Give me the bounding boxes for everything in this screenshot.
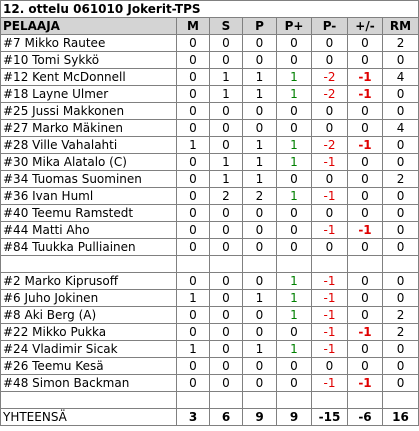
player-row-plus-minus: -1 [348, 222, 383, 239]
player-row [1, 205, 419, 222]
player-row-plus: 0 [277, 358, 312, 375]
player-row-penalty-minutes: 0 [383, 86, 419, 103]
player-row-plus: 1 [277, 154, 312, 171]
pre-total-spacer-row-cell [243, 392, 277, 409]
player-row-minus: -2 [312, 69, 348, 86]
player-row-penalty-minutes: 0 [383, 154, 419, 171]
player-row-minus: 0 [312, 171, 348, 188]
totals-row-player-name: YHTEENSÄ [1, 409, 177, 426]
pre-total-spacer-row [1, 392, 419, 409]
player-row-minus: 0 [312, 35, 348, 52]
player-row [1, 239, 419, 256]
player-row-plus: 0 [277, 103, 312, 120]
player-row-assists: 0 [210, 103, 243, 120]
player-row-points: 1 [243, 69, 277, 86]
player-row-assists: 1 [210, 171, 243, 188]
player-row-plus-minus: -1 [348, 375, 383, 392]
player-row-plus-minus: 0 [348, 358, 383, 375]
player-row [1, 171, 419, 188]
header-goals: M [177, 18, 210, 35]
player-row-assists: 0 [210, 358, 243, 375]
player-row-player-name: #18 Layne Ulmer [1, 86, 177, 103]
player-row-plus-minus: 0 [348, 273, 383, 290]
player-row-goals: 0 [177, 52, 210, 69]
player-row-assists: 0 [210, 307, 243, 324]
player-row-plus: 0 [277, 35, 312, 52]
player-row-points: 0 [243, 35, 277, 52]
player-row-points: 1 [243, 86, 277, 103]
player-row [1, 273, 419, 290]
player-row-goals: 0 [177, 35, 210, 52]
player-row-player-name: #24 Vladimir Sicak [1, 341, 177, 358]
player-row-plus: 1 [277, 341, 312, 358]
player-row-points: 1 [243, 290, 277, 307]
player-row-penalty-minutes: 0 [383, 222, 419, 239]
player-row-points: 0 [243, 239, 277, 256]
player-row-plus: 0 [277, 239, 312, 256]
player-row-player-name: #36 Ivan Huml [1, 188, 177, 205]
player-row-goals: 1 [177, 137, 210, 154]
player-row-plus: 0 [277, 52, 312, 69]
player-row-assists: 1 [210, 69, 243, 86]
player-row [1, 188, 419, 205]
player-row-penalty-minutes: 2 [383, 171, 419, 188]
player-row-plus-minus: 0 [348, 120, 383, 137]
player-row-points: 1 [243, 341, 277, 358]
player-row-minus: -1 [312, 222, 348, 239]
player-row-goals: 0 [177, 239, 210, 256]
player-row-assists: 0 [210, 222, 243, 239]
player-row-plus: 0 [277, 375, 312, 392]
player-row-goals: 1 [177, 290, 210, 307]
player-row-plus-minus: 0 [348, 307, 383, 324]
player-row-points: 2 [243, 188, 277, 205]
player-row-assists: 1 [210, 86, 243, 103]
player-row-goals: 0 [177, 188, 210, 205]
player-row-goals: 0 [177, 324, 210, 341]
group-spacer-row-cell [383, 256, 419, 273]
group-spacer-row [1, 256, 419, 273]
player-row-assists: 0 [210, 137, 243, 154]
player-row-points: 0 [243, 375, 277, 392]
pre-total-spacer-row-cell [277, 392, 312, 409]
totals-row-plus: 9 [277, 409, 312, 426]
player-row-plus-minus: 0 [348, 290, 383, 307]
totals-row-assists: 6 [210, 409, 243, 426]
player-row-player-name: #84 Tuukka Pulliainen [1, 239, 177, 256]
player-row-minus: 0 [312, 52, 348, 69]
player-row-plus-minus: 0 [348, 103, 383, 120]
header-player: PELAAJA [1, 18, 177, 35]
totals-row-points: 9 [243, 409, 277, 426]
player-row-plus-minus: 0 [348, 341, 383, 358]
player-row-player-name: #27 Marko Mäkinen [1, 120, 177, 137]
player-row-goals: 0 [177, 358, 210, 375]
player-row-goals: 0 [177, 375, 210, 392]
pre-total-spacer-row-cell [312, 392, 348, 409]
player-row-penalty-minutes: 2 [383, 324, 419, 341]
player-row-plus: 0 [277, 171, 312, 188]
player-row-assists: 0 [210, 375, 243, 392]
player-row-plus: 1 [277, 188, 312, 205]
player-row-plus: 1 [277, 273, 312, 290]
player-row-penalty-minutes: 0 [383, 341, 419, 358]
player-row-minus: 0 [312, 239, 348, 256]
player-row-plus: 1 [277, 137, 312, 154]
player-row [1, 52, 419, 69]
player-row-assists: 0 [210, 205, 243, 222]
player-row-player-name: #40 Teemu Ramstedt [1, 205, 177, 222]
player-row-penalty-minutes: 4 [383, 120, 419, 137]
player-row [1, 375, 419, 392]
pre-total-spacer-row-cell [1, 392, 177, 409]
header-penalty-minutes: RM [383, 18, 419, 35]
player-row-minus: -1 [312, 324, 348, 341]
header-points: P [243, 18, 277, 35]
player-row-penalty-minutes: 2 [383, 307, 419, 324]
player-row-plus-minus: -1 [348, 69, 383, 86]
player-row-plus: 1 [277, 307, 312, 324]
player-row-minus: -1 [312, 154, 348, 171]
player-row-plus-minus: 0 [348, 188, 383, 205]
player-row-assists: 0 [210, 35, 243, 52]
player-row-points: 0 [243, 273, 277, 290]
player-row-goals: 0 [177, 154, 210, 171]
player-row-penalty-minutes: 2 [383, 35, 419, 52]
player-row-minus: -1 [312, 290, 348, 307]
player-row-plus-minus: -1 [348, 137, 383, 154]
player-row-player-name: #7 Mikko Rautee [1, 35, 177, 52]
pre-total-spacer-row-cell [210, 392, 243, 409]
player-row-assists: 0 [210, 290, 243, 307]
player-row-plus: 1 [277, 86, 312, 103]
player-row-minus: -1 [312, 341, 348, 358]
pre-total-spacer-row-cell [383, 392, 419, 409]
player-row-assists: 2 [210, 188, 243, 205]
player-row-goals: 0 [177, 205, 210, 222]
player-row [1, 324, 419, 341]
group-spacer-row-cell [177, 256, 210, 273]
player-row-points: 1 [243, 154, 277, 171]
player-row-player-name: #30 Mika Alatalo (C) [1, 154, 177, 171]
player-row-player-name: #6 Juho Jokinen [1, 290, 177, 307]
player-row [1, 307, 419, 324]
group-spacer-row-cell [1, 256, 177, 273]
player-row-minus: 0 [312, 120, 348, 137]
group-spacer-row-cell [243, 256, 277, 273]
group-spacer-row-cell [348, 256, 383, 273]
player-row-goals: 1 [177, 341, 210, 358]
group-spacer-row-cell [277, 256, 312, 273]
player-row-penalty-minutes: 0 [383, 358, 419, 375]
player-row-player-name: #2 Marko Kiprusoff [1, 273, 177, 290]
player-row-plus: 1 [277, 69, 312, 86]
player-row-penalty-minutes: 0 [383, 137, 419, 154]
player-row-penalty-minutes: 4 [383, 69, 419, 86]
pre-total-spacer-row-cell [177, 392, 210, 409]
player-row [1, 222, 419, 239]
player-row-assists: 0 [210, 52, 243, 69]
player-row-assists: 0 [210, 273, 243, 290]
totals-row [1, 409, 419, 426]
player-row-penalty-minutes: 0 [383, 273, 419, 290]
player-row-points: 0 [243, 103, 277, 120]
header-row [1, 18, 419, 35]
pre-total-spacer-row-cell [348, 392, 383, 409]
player-row-plus-minus: -1 [348, 86, 383, 103]
player-row [1, 358, 419, 375]
player-row-minus: -1 [312, 375, 348, 392]
player-row-plus: 0 [277, 120, 312, 137]
player-row-minus: 0 [312, 103, 348, 120]
header-minus: P- [312, 18, 348, 35]
player-row-assists: 0 [210, 239, 243, 256]
player-row-player-name: #26 Teemu Kesä [1, 358, 177, 375]
group-spacer-row-cell [210, 256, 243, 273]
player-row-goals: 0 [177, 103, 210, 120]
player-row [1, 290, 419, 307]
player-row [1, 86, 419, 103]
player-row-plus: 1 [277, 290, 312, 307]
player-row [1, 137, 419, 154]
player-row [1, 103, 419, 120]
player-row-player-name: #25 Jussi Makkonen [1, 103, 177, 120]
group-spacer-row-cell [312, 256, 348, 273]
player-row-points: 0 [243, 222, 277, 239]
player-row-plus: 0 [277, 222, 312, 239]
player-row-goals: 0 [177, 69, 210, 86]
totals-row-plus-minus: -6 [348, 409, 383, 426]
player-row-player-name: #8 Aki Berg (A) [1, 307, 177, 324]
player-row-penalty-minutes: 0 [383, 290, 419, 307]
player-row-minus: -2 [312, 86, 348, 103]
player-row-assists: 0 [210, 120, 243, 137]
player-row-plus: 0 [277, 324, 312, 341]
player-row-plus-minus: 0 [348, 52, 383, 69]
totals-row-penalty-minutes: 16 [383, 409, 419, 426]
player-row-points: 1 [243, 171, 277, 188]
player-row-points: 0 [243, 358, 277, 375]
player-row-goals: 0 [177, 222, 210, 239]
player-row-points: 0 [243, 205, 277, 222]
header-assists: S [210, 18, 243, 35]
player-row-minus: -1 [312, 188, 348, 205]
player-row-assists: 0 [210, 341, 243, 358]
player-row-plus-minus: 0 [348, 154, 383, 171]
title-row [1, 1, 419, 18]
player-row-plus-minus: 0 [348, 239, 383, 256]
player-row [1, 120, 419, 137]
player-row-plus-minus: 0 [348, 171, 383, 188]
player-row-points: 0 [243, 307, 277, 324]
player-row-penalty-minutes: 0 [383, 103, 419, 120]
player-row-points: 1 [243, 137, 277, 154]
header-plus-minus: +/- [348, 18, 383, 35]
player-row-penalty-minutes: 0 [383, 205, 419, 222]
player-row-player-name: #44 Matti Aho [1, 222, 177, 239]
match-title: 12. ottelu 061010 Jokerit-TPS [1, 1, 419, 18]
player-row-goals: 0 [177, 171, 210, 188]
player-row-player-name: #10 Tomi Sykkö [1, 52, 177, 69]
player-row-penalty-minutes: 0 [383, 375, 419, 392]
player-row-goals: 0 [177, 307, 210, 324]
player-row-plus-minus: -1 [348, 324, 383, 341]
player-row-goals: 0 [177, 120, 210, 137]
player-row-assists: 1 [210, 154, 243, 171]
player-row [1, 341, 419, 358]
player-row-points: 0 [243, 120, 277, 137]
player-row [1, 69, 419, 86]
player-row-minus: -1 [312, 307, 348, 324]
totals-row-goals: 3 [177, 409, 210, 426]
player-row-player-name: #28 Ville Vahalahti [1, 137, 177, 154]
player-row-minus: -2 [312, 137, 348, 154]
player-row-points: 0 [243, 52, 277, 69]
player-row-penalty-minutes: 0 [383, 188, 419, 205]
player-row [1, 154, 419, 171]
player-row-player-name: #12 Kent McDonnell [1, 69, 177, 86]
player-row-player-name: #22 Mikko Pukka [1, 324, 177, 341]
player-row-points: 0 [243, 324, 277, 341]
player-row-penalty-minutes: 0 [383, 239, 419, 256]
player-row-plus: 0 [277, 205, 312, 222]
player-row-assists: 0 [210, 324, 243, 341]
player-row [1, 35, 419, 52]
player-row-penalty-minutes: 0 [383, 52, 419, 69]
totals-row-minus: -15 [312, 409, 348, 426]
player-row-minus: 0 [312, 205, 348, 222]
player-row-plus-minus: 0 [348, 205, 383, 222]
player-row-minus: 0 [312, 358, 348, 375]
player-row-goals: 0 [177, 273, 210, 290]
player-row-player-name: #48 Simon Backman [1, 375, 177, 392]
player-row-goals: 0 [177, 86, 210, 103]
header-plus: P+ [277, 18, 312, 35]
player-row-plus-minus: 0 [348, 35, 383, 52]
player-row-player-name: #34 Tuomas Suominen [1, 171, 177, 188]
player-row-minus: -1 [312, 273, 348, 290]
